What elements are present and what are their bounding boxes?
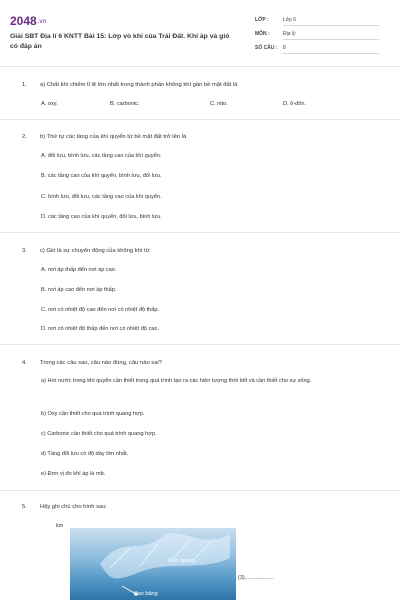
logo-text: 2048 xyxy=(10,14,37,28)
aurora-illustration xyxy=(70,528,236,600)
option-c[interactable]: C. nito. xyxy=(210,101,228,107)
atmosphere-figure xyxy=(70,528,236,600)
figure-label-aurora: Cực quang xyxy=(168,558,196,564)
option-d[interactable]: D. các tầng cao của khí quyển, đối lưu, bình lưu. xyxy=(41,214,162,220)
divider xyxy=(0,66,400,67)
question-number: 2. xyxy=(22,134,27,140)
aurora-shape xyxy=(100,533,230,578)
statement-a: a) Hơi nước trong khí quyển cần thiết trong quá trình tạo ra các hiện tượng thời tiết và cần thiết cho sự sống. xyxy=(41,378,312,384)
question-text: Hãy ghi chú cho hình sau: xyxy=(40,504,108,510)
option-c[interactable]: C. bình lưu, đối lưu, các tầng cao của khí quyển. xyxy=(41,194,162,200)
option-b[interactable]: B. carbonic. xyxy=(110,101,140,107)
meta-class-label: LỚP : xyxy=(255,17,269,23)
divider xyxy=(0,344,400,345)
question-number: 5. xyxy=(22,504,27,510)
option-b[interactable]: B. nơi áp cao đến nơi áp thấp. xyxy=(41,287,117,293)
divider xyxy=(0,232,400,233)
figure-label-meteor: Sao băng xyxy=(134,591,158,597)
meta-class-value: Lớp 6 xyxy=(283,17,297,23)
question-text: Trong các câu sau, câu nào đúng, câu nào sai? xyxy=(40,360,162,366)
meta-count-value: 8 xyxy=(283,45,286,51)
option-d[interactable]: D. nơi có nhiệt độ thấp đến nơi có nhiệt độ cao. xyxy=(41,326,160,332)
meta-class-underline xyxy=(283,25,379,26)
answer-blank-3[interactable]: (3)................... xyxy=(238,575,274,581)
divider xyxy=(0,119,400,120)
question-number: 4. xyxy=(22,360,27,366)
option-a[interactable]: A. nơi áp thấp đến nơi áp cao. xyxy=(41,267,117,273)
header xyxy=(0,0,400,62)
statement-d: d) Tầng đối lưu có độ dày lớn nhất. xyxy=(41,451,129,457)
meta-subject-value: Địa lý xyxy=(283,31,296,37)
meta-subject-label: MÔN : xyxy=(255,31,270,37)
site-logo[interactable] xyxy=(10,14,46,28)
option-d[interactable]: D. ô-dôn. xyxy=(283,101,307,107)
question-number: 1. xyxy=(22,82,27,88)
statement-e: e) Đơn vị đo khí áp là mb. xyxy=(41,471,106,477)
meta-count-label: SỐ CÂU : xyxy=(255,45,278,51)
axis-unit-label: km xyxy=(56,523,64,529)
question-text: c) Gió là sự chuyển động của không khí từ xyxy=(40,248,150,254)
question-text: b) Thứ tự các tầng của khí quyển từ bề mặt đất trở lên là xyxy=(40,134,187,140)
meta-subject-underline xyxy=(283,39,379,40)
option-a[interactable]: A. oxy. xyxy=(41,101,58,107)
question-text: a) Chất khí chiếm tỉ lệ lớn nhất trong thành phần không khí gần bề mặt đất là xyxy=(40,82,238,88)
statement-c: c) Carbonic cần thiết cho quá trình quang hợp. xyxy=(41,431,157,437)
divider xyxy=(0,490,400,491)
option-c[interactable]: C. nơi có nhiệt độ cao đến nơi có nhiệt độ thấp. xyxy=(41,307,160,313)
option-a[interactable]: A. đối lưu, bình lưu, các tầng cao của khí quyển. xyxy=(41,153,162,159)
page-title: Giải SBT Địa lí 6 KNTT Bài 15: Lớp vỏ khí của Trái Đất. Khí áp và gió có đáp án xyxy=(10,33,230,50)
meta-count-underline xyxy=(283,53,379,54)
logo-suffix: .vn xyxy=(37,18,47,25)
question-number: 3. xyxy=(22,248,27,254)
option-b[interactable]: B. các tầng cao của khí quyển, bình lưu, đối lưu. xyxy=(41,173,162,179)
statement-b: b) Oxy cần thiết cho quá trình quang hợp. xyxy=(41,411,145,417)
